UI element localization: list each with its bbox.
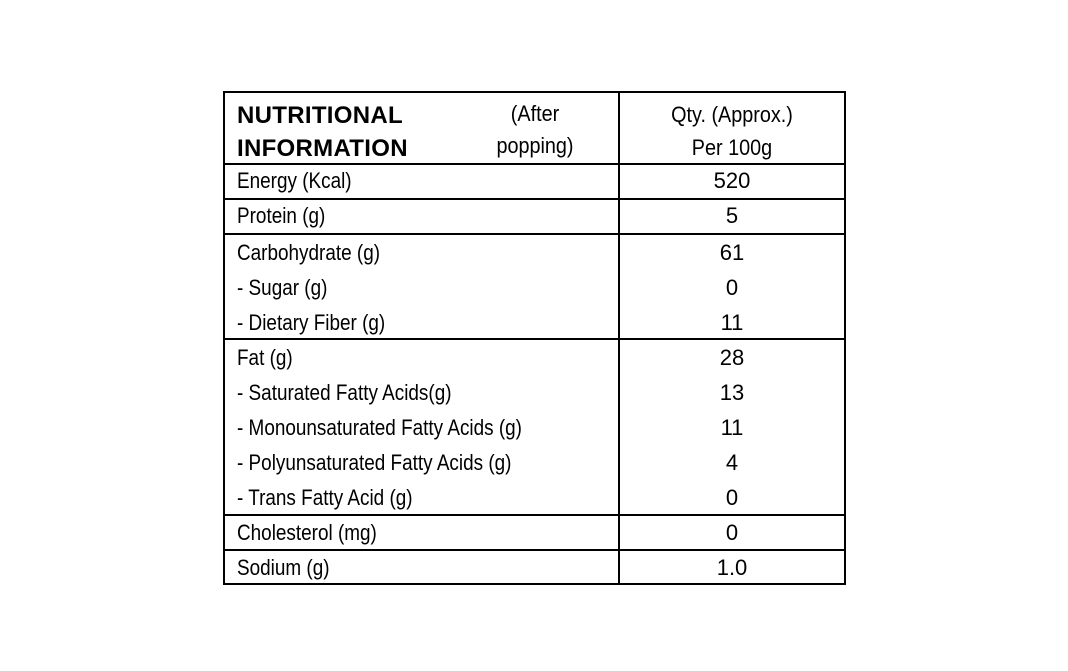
table-header-row [225,93,844,165]
table-row-group [225,551,844,585]
header-title-line2: INFORMATION [237,135,408,162]
nutrient-sub-label: - Polyunsaturated Fatty Acids (g) [237,450,512,475]
table-row-group [225,340,844,516]
nutrient-label: Fat (g) [237,345,293,370]
table-row-group [225,235,844,340]
header-qty [631,98,833,164]
header-note-line1: (After [510,101,560,126]
header-title-line1: NUTRITIONAL [237,102,403,129]
nutrient-label: Sodium (g) [237,555,330,580]
nutrient-value: 11 [720,310,744,335]
header-note [488,98,582,162]
nutrient-label: Energy (Kcal) [237,168,352,193]
header-title [237,99,408,165]
nutrient-value: 4 [725,450,739,475]
table-row-group [225,165,844,200]
nutrient-label: Cholesterol (mg) [237,520,377,545]
nutrient-value: 0 [725,275,739,300]
nutrient-label: Protein (g) [237,203,326,228]
header-note-line2: popping) [496,133,574,158]
nutrient-value: 0 [725,520,739,545]
nutrient-sub-label: - Sugar (g) [237,275,328,300]
nutrient-value: 5 [725,203,739,228]
nutrition-table [223,91,846,585]
header-qty-line1: Qty. (Approx.) [671,102,793,127]
header-qty-line2: Per 100g [691,135,773,160]
nutrient-sub-label: - Dietary Fiber (g) [237,310,386,335]
nutrient-label: Carbohydrate (g) [237,240,381,265]
nutrient-value: 11 [720,415,744,440]
nutrient-sub-label: - Saturated Fatty Acids(g) [237,380,452,405]
nutrient-value: 0 [725,485,739,510]
table-row-group [225,200,844,235]
nutrient-value: 61 [719,240,745,265]
table-row-group [225,516,844,551]
nutrient-value: 13 [719,380,745,405]
nutrient-sub-label: - Monounsaturated Fatty Acids (g) [237,415,522,440]
nutrient-value: 28 [719,345,745,370]
nutrient-value: 520 [713,168,751,193]
nutrient-value: 1.0 [716,555,748,580]
nutrient-sub-label: - Trans Fatty Acid (g) [237,485,413,510]
